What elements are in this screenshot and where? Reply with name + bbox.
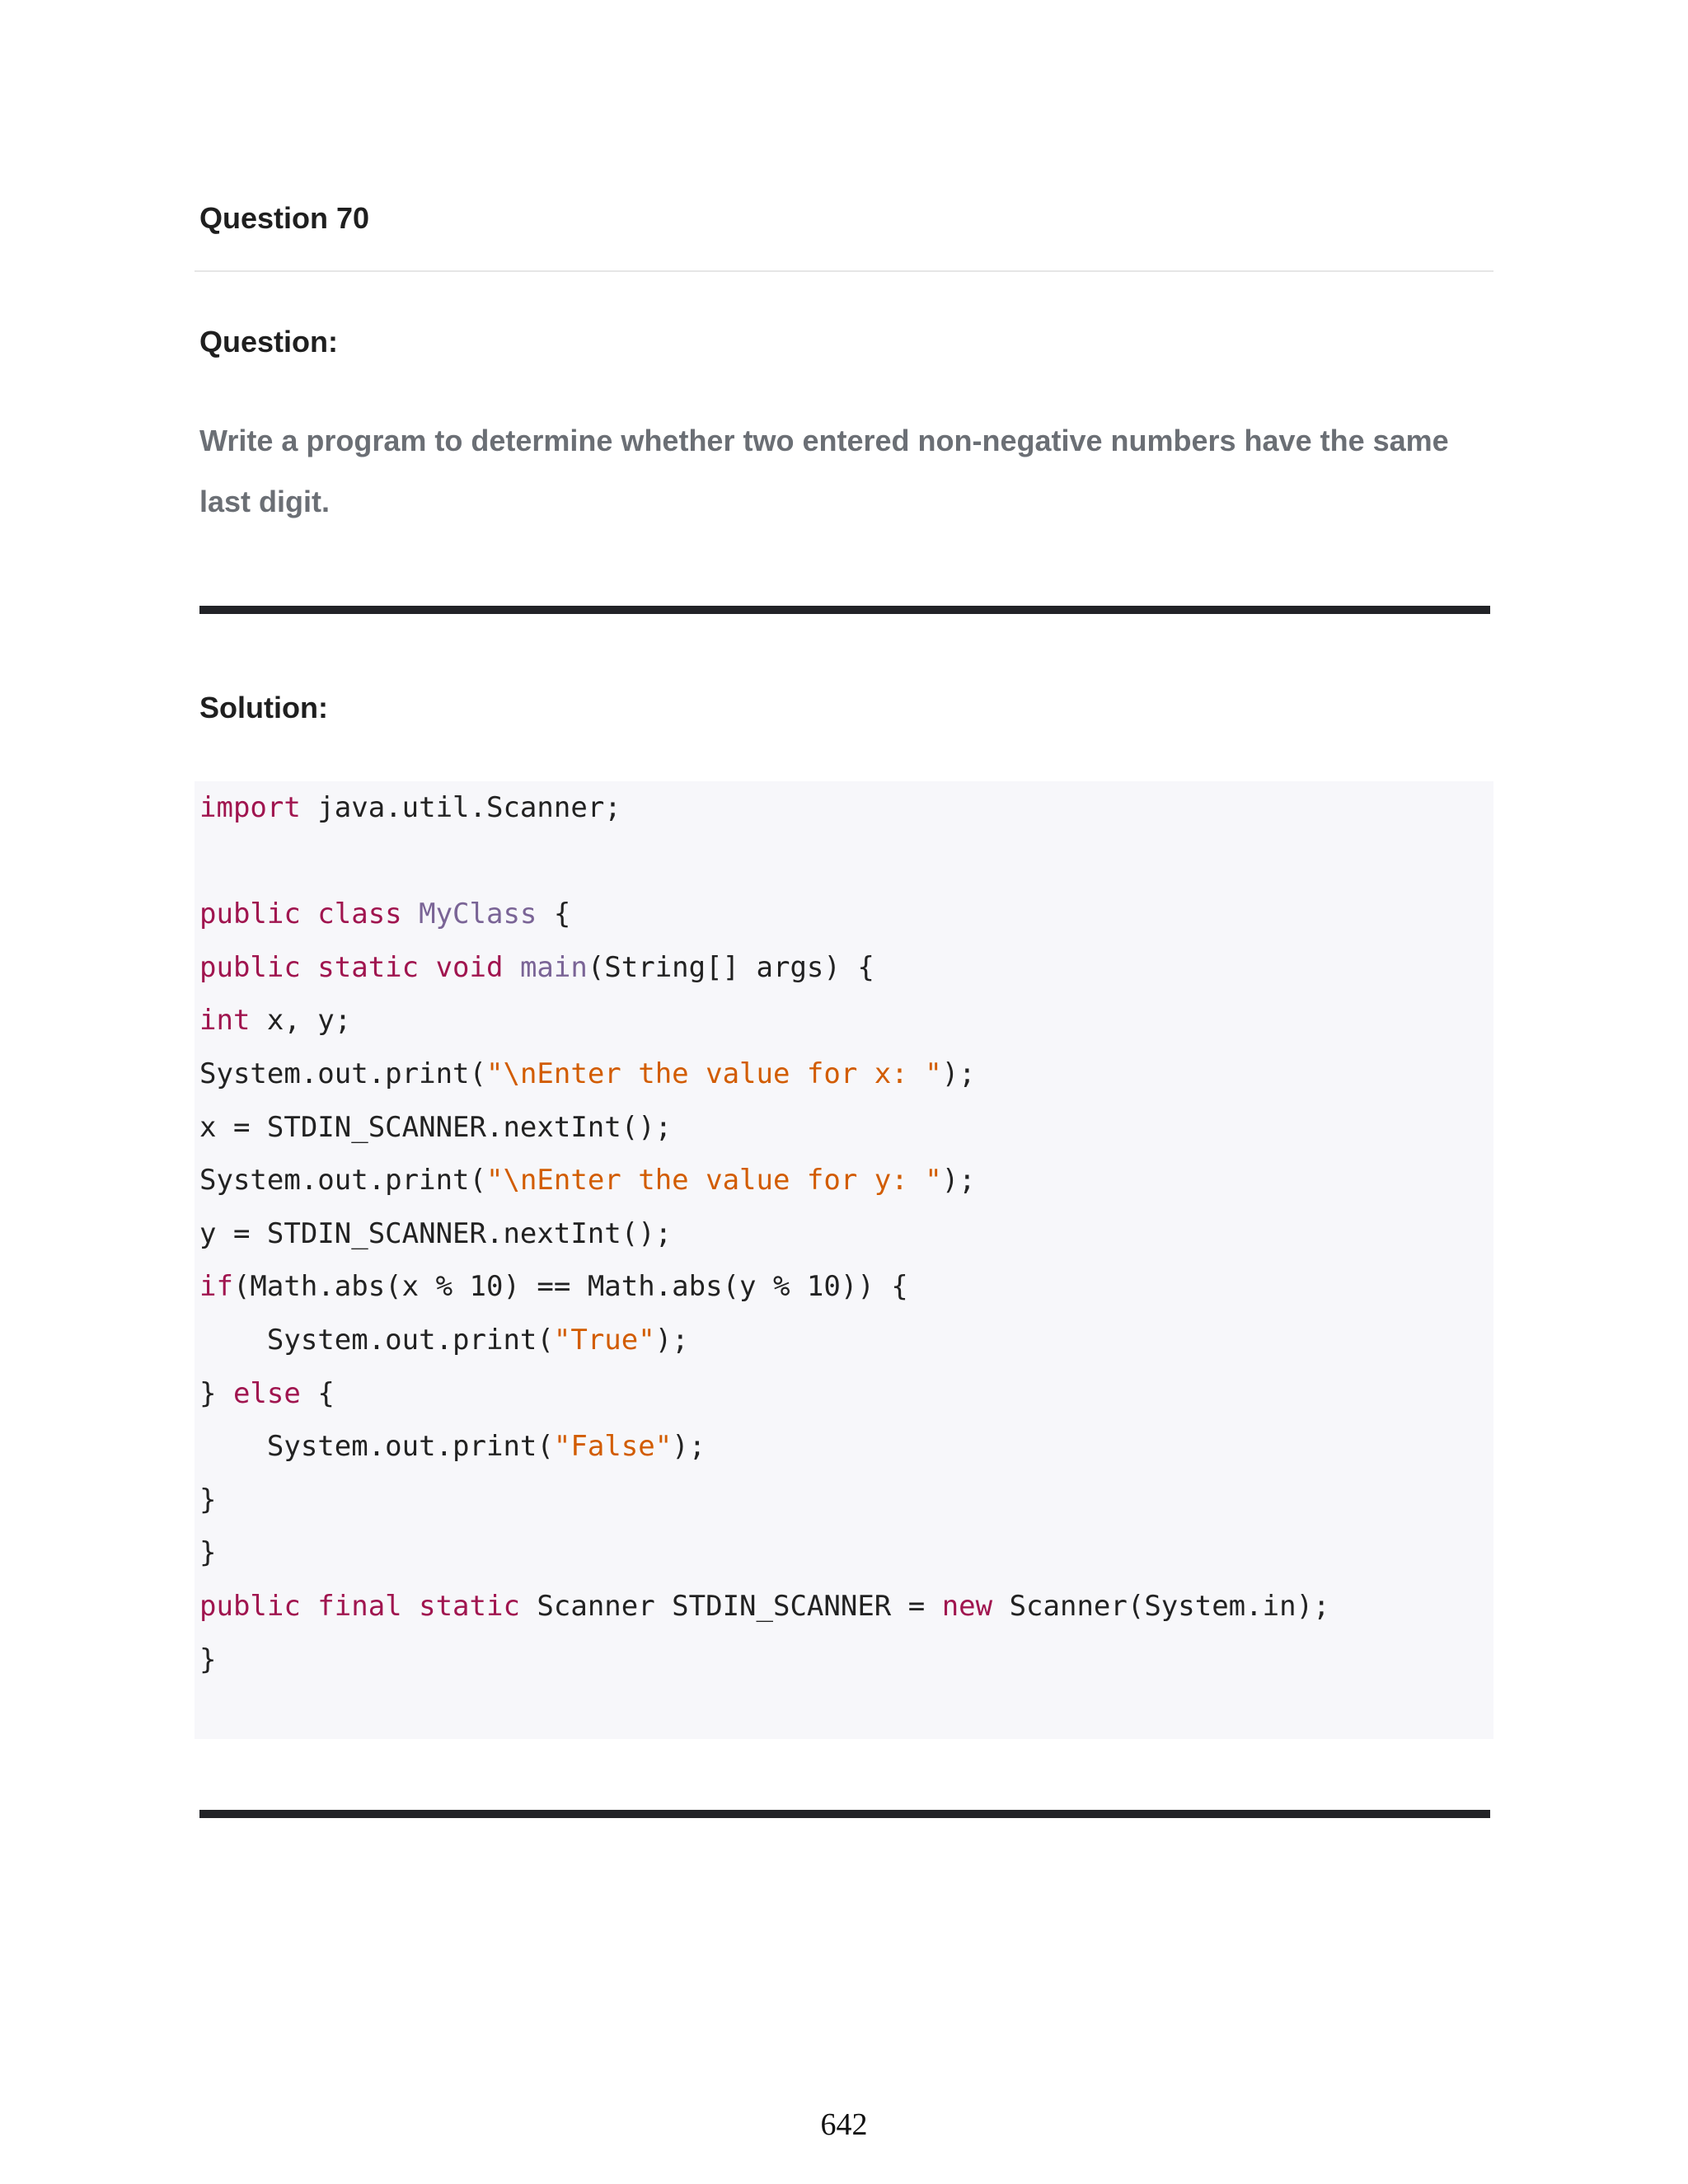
- code-token: }: [199, 1483, 217, 1516]
- code-token: Scanner STDIN_SCANNER =: [519, 1589, 942, 1623]
- solution-label: Solution:: [199, 691, 328, 724]
- code-token: "\nEnter the value for y: ": [486, 1164, 942, 1197]
- code-token: System.out.print(: [199, 1057, 486, 1090]
- section-divider-top: [199, 606, 1490, 614]
- code-token: import: [199, 791, 301, 824]
- code-token: main: [519, 950, 588, 984]
- code-token: java.util.Scanner;: [300, 791, 621, 824]
- code-token: y = STDIN_SCANNER.nextInt();: [199, 1216, 673, 1250]
- code-token: else: [232, 1376, 301, 1410]
- code-line: [199, 1101, 1330, 1155]
- code-token: {: [537, 898, 571, 931]
- code-token: );: [941, 1164, 976, 1197]
- code-token: x = STDIN_SCANNER.nextInt();: [199, 1110, 673, 1144]
- code-token: public final static: [199, 1589, 520, 1623]
- code-token: }: [199, 1643, 217, 1676]
- code-line: [199, 1420, 1330, 1474]
- code-token: new: [941, 1589, 993, 1623]
- code-token: x, y;: [250, 1004, 352, 1038]
- code-line: [199, 1314, 1330, 1367]
- code-line: [199, 1260, 1330, 1314]
- code-token: MyClass: [419, 898, 537, 931]
- code-token: System.out.print(: [199, 1430, 554, 1464]
- code-lines: [199, 781, 1330, 1686]
- code-line: [199, 994, 1330, 1047]
- code-line: [199, 1367, 1330, 1421]
- code-token: );: [654, 1323, 689, 1357]
- code-line: [199, 1526, 1330, 1580]
- code-line: [199, 835, 1330, 888]
- code-token: System.out.print(: [199, 1323, 554, 1357]
- code-line: [199, 941, 1330, 995]
- question-text: Write a program to determine whether two entered non-negative numbers have the same last digit.: [199, 424, 1449, 518]
- code-line: [199, 1154, 1330, 1207]
- code-token: "True": [553, 1323, 655, 1357]
- code-token: (String[] args) {: [587, 950, 874, 984]
- code-line: [199, 1474, 1330, 1527]
- code-line: [199, 1580, 1330, 1633]
- code-line: [199, 1633, 1330, 1687]
- code-token: }: [199, 1536, 217, 1570]
- question-label: Question:: [199, 325, 338, 359]
- code-token: if: [199, 1270, 233, 1304]
- code-token: "\nEnter the value for x: ": [486, 1057, 942, 1090]
- code-token: (Math.abs(x % 10) == Math.abs(y % 10)) {: [232, 1270, 908, 1304]
- code-block: [195, 781, 1493, 1739]
- code-line: [199, 888, 1330, 941]
- code-line: [199, 1207, 1330, 1261]
- code-token: {: [300, 1376, 335, 1410]
- code-token: );: [672, 1430, 706, 1464]
- code-token: Scanner(System.in);: [992, 1589, 1330, 1623]
- question-heading: Question 70: [199, 201, 370, 235]
- code-token: public class: [199, 898, 420, 931]
- code-token: int: [199, 1004, 251, 1038]
- section-divider-bottom: [199, 1810, 1490, 1818]
- code-token: public static void: [199, 950, 520, 984]
- heading-divider: [195, 270, 1493, 272]
- code-token: "False": [553, 1430, 673, 1464]
- code-token: }: [199, 1376, 233, 1410]
- code-line: [199, 781, 1330, 835]
- code-line: [199, 1047, 1330, 1101]
- code-token: System.out.print(: [199, 1164, 486, 1197]
- page-number: 642: [820, 2107, 868, 2142]
- code-token: );: [941, 1057, 976, 1090]
